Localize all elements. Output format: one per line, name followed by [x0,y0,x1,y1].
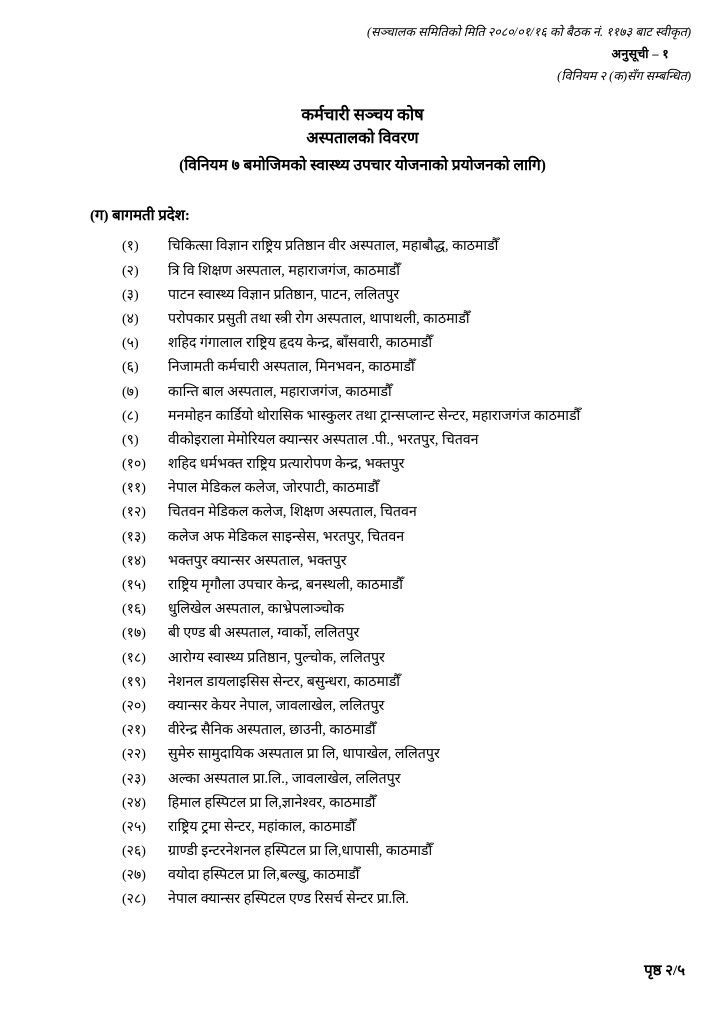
list-item-label: बी एण्ड बी अस्पताल, ग्वार्को, ललितपुर [168,625,360,642]
list-item [122,283,691,307]
list-item [122,694,691,718]
list-item [122,815,691,839]
list-item-number: (२७) [122,868,146,884]
list-item-label: आरोग्य स्वास्थ्य प्रतिष्ठान, पुल्चोक, ललितपुर [168,649,385,666]
list-item [122,380,691,404]
list-item [122,888,691,912]
list-item-label: वीरेन्द्र सैनिक अस्पताल, छाउनी, काठमाडौँ [168,722,376,739]
list-item-number: (२१) [122,723,146,739]
list-item-number: (४) [122,311,139,327]
list-item [122,719,691,743]
list-item-number: (५) [122,336,139,352]
list-item-label: हिमाल हस्पिटल प्रा लि,ज्ञानेश्वर, काठमाडौँ [168,794,376,811]
list-item-label: ग्राण्डी इन्टरनेशनल हस्पिटल प्रा लि,धापासी, काठमाडौँ [168,843,433,860]
list-item-number: (१८) [122,650,146,666]
list-item [122,332,691,356]
list-item [122,501,691,525]
list-item-label: निजामती कर्मचारी अस्पताल, मिनभवन, काठमाडौँ [168,359,415,376]
list-item-number: (८) [122,408,139,424]
list-item-label: सुमेरु सामुदायिक अस्पताल प्रा लि, धापाखेल, ललितपुर [168,746,440,763]
list-item-label: नेपाल मेडिकल कलेज, जोरपाटी, काठमाडौँ [168,480,379,497]
hospital-list [34,235,691,912]
list-item-number: (२६) [122,844,146,860]
list-item-number: (२२) [122,747,146,763]
list-item-label: परोपकार प्रसुती तथा स्त्री रोग अस्पताल, थापाथली, काठमाडौँ [168,310,470,327]
list-item-number: (२४) [122,795,146,811]
list-item-number: (२५) [122,819,146,835]
list-item [122,622,691,646]
list-item [122,646,691,670]
list-item-number: (११) [122,481,146,497]
list-item [122,839,691,863]
list-item [122,767,691,791]
list-item-number: (१७) [122,626,146,642]
list-item [122,477,691,501]
approval-note: (सञ्चालक समितिको मिति २०८०/०१/१६ को बैठक नं. ११७३ बाट स्वीकृत) [367,25,691,39]
page-number: पृष्ठ २/५ [644,963,685,979]
list-item-label: राष्ट्रिय ट्रमा सेन्टर, महांकाल, काठमाडौँ [168,818,356,835]
list-item-number: (१५) [122,578,146,593]
list-item-number: (१०) [122,457,146,473]
list-item-label: नेपाल क्यान्सर हस्पिटल एण्ड रिसर्च सेन्टर प्रा.लि. [168,891,409,908]
list-item [122,549,691,573]
list-item-label: वीकोइराला मेमोरियल क्यान्सर अस्पताल .पी., भरतपुर, चितवन [168,431,479,448]
annex-label: अनुसूची – १ [611,46,669,61]
list-item-number: (१४) [122,553,146,569]
list-item-number: (२३) [122,771,146,787]
list-item-label: त्रि वि शिक्षण अस्पताल, महाराजगंज, काठमाडौँ [168,262,400,279]
document-title-block [34,102,691,179]
list-item [122,428,691,452]
list-item [122,525,691,549]
list-item-label: चितवन मेडिकल कलेज, शिक्षण अस्पताल, चितवन [168,504,417,521]
list-item [122,573,691,597]
list-item-number: (९) [122,432,139,448]
list-item-number: (२०) [122,698,146,714]
list-item [122,743,691,767]
list-item-label: पाटन स्वास्थ्य विज्ञान प्रतिष्ठान, पाटन, ललितपुर [168,286,400,303]
section-heading: (ग) बागमती प्रदेश: [90,207,190,224]
list-item-label: शहिद गंगालाल राष्ट्रिय हृदय केन्द्र, बाँसवारी, काठमाडौँ [168,335,433,352]
list-item [122,356,691,380]
list-item-label: धुलिखेल अस्पताल, काभ्रेपलाञ्चोक [168,601,345,618]
list-item [122,670,691,694]
list-item [122,259,691,283]
list-item [122,235,691,259]
list-item-label: अल्का अस्पताल प्रा.लि., जावलाखेल, ललितपुर [168,770,401,787]
list-item-number: (१३) [122,529,146,545]
list-item-number: (२) [122,263,139,279]
list-item [122,452,691,476]
list-item-number: (६) [122,360,139,376]
list-item-number: (२८) [122,892,146,908]
list-item-label: क्यान्सर केयर नेपाल, जावलाखेल, ललितपुर [168,697,385,714]
page-title: कर्मचारी सञ्चय कोष [301,104,424,124]
list-item-number: (१९) [122,674,146,690]
list-item-number: (१२) [122,505,146,521]
list-item [122,791,691,815]
list-item-label: वयोदा हस्पिटल प्रा लि,बल्खु, काठमाडौँ [168,867,360,884]
list-item-label: राष्ट्रिय मृगौला उपचार केन्द्र, बनस्थली, काठमाडौँ [168,577,403,593]
list-item-label: कलेज अफ मेडिकल साइन्सेस, भरतपुर, चितवन [168,528,405,545]
list-item [122,598,691,622]
list-item-number: (७) [122,384,139,400]
list-item-label: शहिद धर्मभक्त राष्ट्रिय प्रत्यारोपण केन्द्र, भक्तपुर [168,456,405,473]
regulation-reference: (विनियम २ (क)सँग सम्बन्धित) [557,68,691,83]
list-item-label: नेशनल डायलाइसिस सेन्टर, बसुन्धरा, काठमाडौँ [168,673,400,690]
list-item-number: (१६) [122,602,146,618]
list-item [122,864,691,888]
list-item [122,404,691,428]
list-item-number: (३) [122,287,139,303]
list-item-label: भक्तपुर क्यान्सर अस्पताल, भक्तपुर [168,552,347,569]
page-subtitle: अस्पतालको विवरण [306,130,419,148]
list-item-label: मनमोहन कार्डियो थोरासिक भास्कुलर तथा ट्रान्सप्लान्ट सेन्टर, महाराजगंज काठमाडौँ [168,407,581,424]
list-item [122,307,691,331]
list-item-label: कान्ति बाल अस्पताल, महाराजगंज, काठमाडौँ [168,383,392,400]
list-item-number: (१) [122,239,139,255]
document-header [34,22,691,88]
page-purpose-note: (विनियम ७ बमोजिमको स्वास्थ्य उपचार योजनाको प्रयोजनको लागि) [179,156,546,174]
list-item-label: चिकित्सा विज्ञान राष्ट्रिय प्रतिष्ठान वीर अस्पताल, महाबौद्ध, काठमाडौँ [168,238,499,255]
